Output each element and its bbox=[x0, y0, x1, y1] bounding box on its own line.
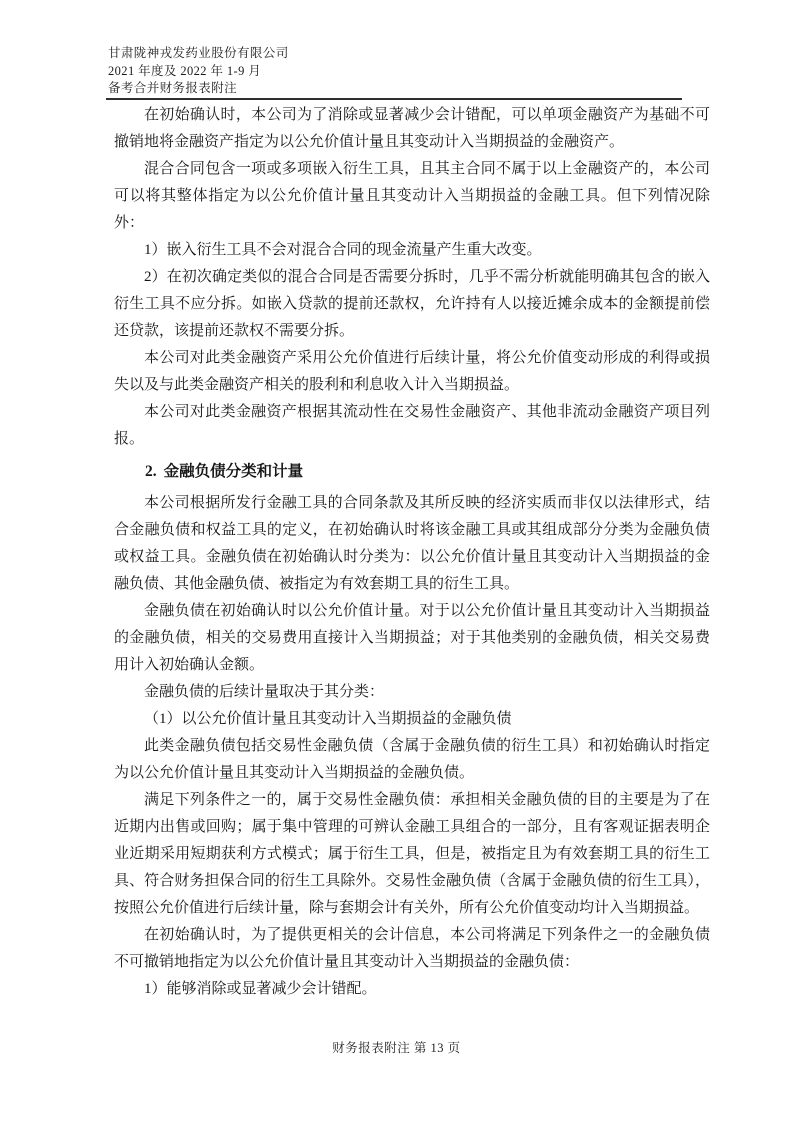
paragraph: 此类金融负债包括交易性金融负债（含属于金融负债的衍生工具）和初始确认时指定为以公允价值计量且其变动计入当期损益的金融负债。 bbox=[114, 738, 710, 781]
section-heading bbox=[114, 458, 710, 485]
paragraph: 本公司根据所发行金融工具的合同条款及其所反映的经济实质而非仅以法律形式，结合金融负债和权益工具的定义，在初始确认时将该金融工具或其组成部分分类为金融负债或权益工具。金融负债在初始确认时分类为：以公允价值计量且其变动计入当期损益的金融负债、其他金融负债、被指定为有效套期工具的衍生工具。 bbox=[114, 495, 710, 592]
paragraph: 混合合同包含一项或多项嵌入衍生工具，且其主合同不属于以上金融资产的，本公司可以将其整体指定为以公允价值计量且其变动计入当期损益的金融工具。但下列情况除外： bbox=[114, 161, 710, 231]
paragraph: 本公司对此类金融资产采用公允价值进行后续计量，将公允价值变动形成的利得或损失以及与此类金融资产相关的股利和利息收入计入当期损益。 bbox=[114, 350, 710, 393]
document-header bbox=[108, 45, 289, 98]
paragraph: 2）在初次确定类似的混合合同是否需要分拆时，几乎不需分析就能明确其包含的嵌入衍生工具不应分拆。如嵌入贷款的提前还款权，允许持有人以接近摊余成本的金额提前偿还贷款，该提前还款权不需要分拆。 bbox=[114, 269, 710, 339]
report-period: 2021 年度及 2022 年 1-9 月 bbox=[108, 63, 262, 78]
section-title: 金融负债分类和计量 bbox=[163, 463, 304, 480]
footer-text: 财务报表附注 第 13 页 bbox=[332, 1041, 461, 1055]
paragraph: 满足下列条件之一的，属于交易性金融负债：承担相关金融负债的目的主要是为了在近期内出售或回购；属于集中管理的可辨认金融工具组合的一部分，且有客观证据表明企业近期采用短期获利方式模式；属于衍生工具，但是，被指定且为有效套期工具的衍生工具、符合财务担保合同的衍生工具除外。交易性金融负债（含属于金融负债的衍生工具），按照公允价值进行后续计量，除与套期会计有关外，所有公允价值变动均计入当期损益。 bbox=[114, 792, 710, 916]
company-name: 甘肃陇神戎发药业股份有限公司 bbox=[108, 46, 289, 60]
document-body bbox=[114, 102, 710, 1003]
section-number: 2. bbox=[145, 463, 157, 480]
paragraph: 本公司对此类金融资产根据其流动性在交易性金融资产、其他非流动金融资产项目列报。 bbox=[114, 404, 710, 447]
paragraph: 1）嵌入衍生工具不会对混合合同的现金流量产生重大改变。 bbox=[144, 242, 542, 258]
paragraph: 金融负债的后续计量取决于其分类： bbox=[144, 684, 385, 700]
document-title: 备考合并财务报表附注 bbox=[108, 81, 238, 95]
paragraph: 金融负债在初始确认时以公允价值计量。对于以公允价值计量且其变动计入当期损益的金融负债，相关的交易费用直接计入当期损益；对于其他类别的金融负债，相关交易费用计入初始确认金额。 bbox=[114, 603, 710, 673]
paragraph: （1）以公允价值计量且其变动计入当期损益的金融负债 bbox=[144, 711, 512, 727]
paragraph: 1）能够消除或显著减少会计错配。 bbox=[144, 981, 377, 997]
page-footer bbox=[0, 1038, 793, 1056]
paragraph: 在初始确认时，为了提供更相关的会计信息，本公司将满足下列条件之一的金融负债不可撤销地指定为以公允价值计量且其变动计入当期损益的金融负债： bbox=[114, 927, 710, 970]
header-divider bbox=[106, 98, 682, 100]
paragraph: 在初始确认时，本公司为了消除或显著减少会计错配，可以单项金融资产为基础不可撤销地将金融资产指定为以公允价值计量且其变动计入当期损益的金融资产。 bbox=[114, 107, 710, 150]
